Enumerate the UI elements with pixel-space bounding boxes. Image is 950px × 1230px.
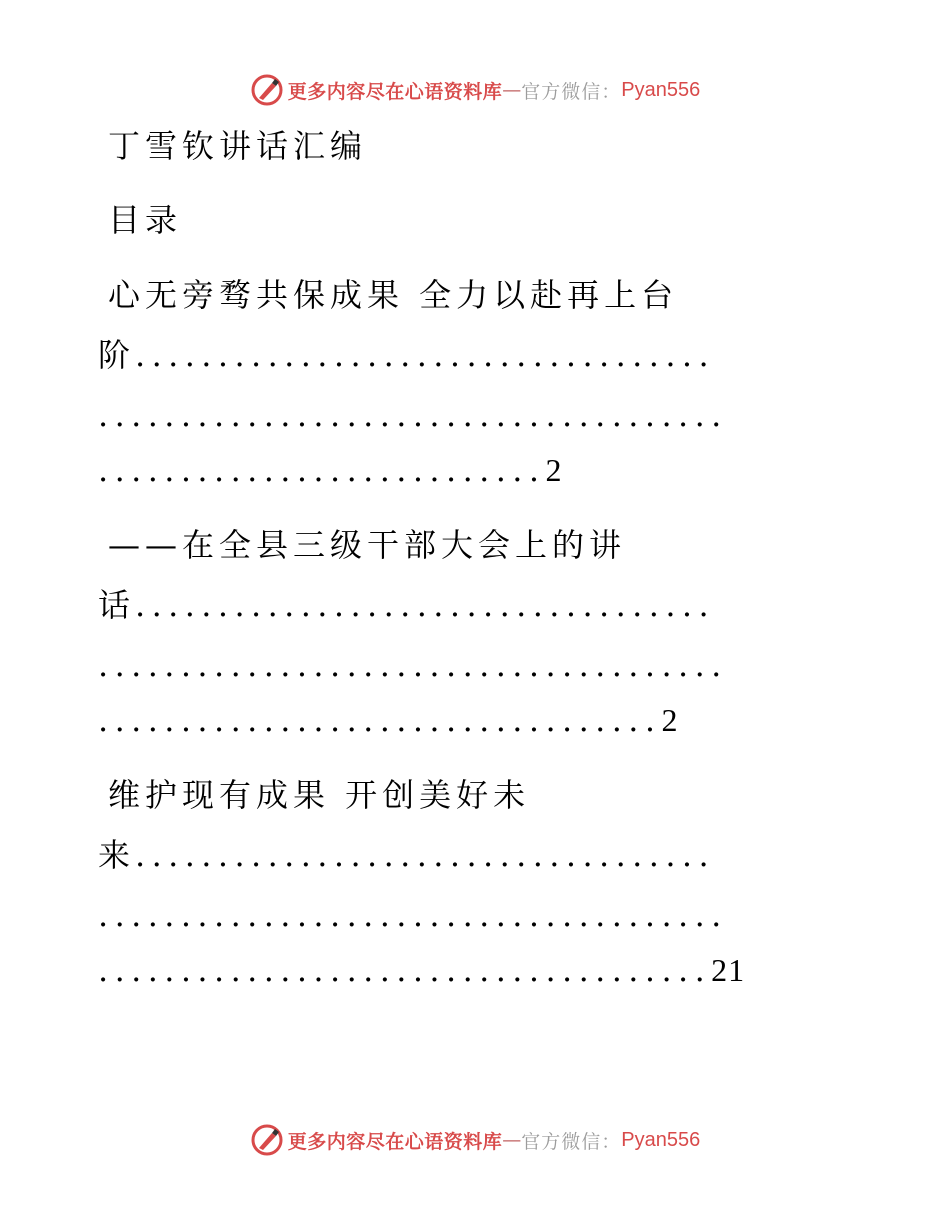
toc-entry-3-page-row — [98, 945, 858, 995]
toc-entry-3-tail: 来 — [98, 836, 136, 874]
banner-dash: — — [502, 1129, 522, 1151]
dot-leader-row — [98, 640, 858, 690]
toc-entry-1-page: 2 — [545, 452, 563, 488]
document-title: 丁雪钦讲话汇编 — [108, 127, 368, 165]
header-banner — [0, 70, 950, 110]
banner-dash: — — [502, 79, 522, 101]
toc-entry-2-title: ——在全县三级干部大会上的讲 — [108, 526, 627, 564]
toc-entry-1-page-row — [98, 445, 858, 495]
toc-entry-1-tail-row — [98, 330, 858, 380]
footer-banner — [0, 1120, 950, 1160]
toc-entry-3-title: 维护现有成果 开创美好未 — [108, 776, 531, 814]
banner-sub-text: 官方微信： — [521, 80, 622, 103]
pen-seal-icon — [250, 1123, 284, 1157]
toc-entry-2-page: 2 — [661, 702, 679, 738]
toc-entry-3-page: 21 — [711, 952, 746, 988]
banner-wechat-id: Pyan556 — [621, 1128, 701, 1151]
dot-leader: ...................................... — [98, 896, 728, 934]
dot-leader: ..................................... — [98, 951, 712, 989]
toc-entry-2-page-row — [98, 695, 858, 745]
dot-leader-row — [98, 890, 858, 940]
toc-heading: 目录 — [108, 201, 183, 239]
dot-leader: ................................... — [135, 586, 716, 624]
banner-main-text: 更多内容尽在心语资料库 — [287, 80, 503, 103]
toc-entry-1-title: 心无旁骛共保成果 全力以赴再上台 — [108, 276, 679, 314]
banner-main-text: 更多内容尽在心语资料库 — [287, 1130, 503, 1153]
dot-leader: ...................................... — [98, 396, 728, 434]
dot-leader: ...................................... — [98, 646, 728, 684]
toc-entry-1-tail: 阶 — [98, 336, 136, 374]
banner-sub-text: 官方微信： — [521, 1130, 622, 1153]
banner-wechat-id: Pyan556 — [621, 78, 701, 101]
dot-leader: ................................... — [135, 836, 716, 874]
dot-leader: ................................... — [135, 336, 716, 374]
dot-leader: .................................. — [98, 701, 662, 739]
dot-leader-row — [98, 390, 858, 440]
pen-seal-icon — [250, 73, 284, 107]
toc-entry-2-tail: 话 — [98, 586, 136, 624]
dot-leader: ........................... — [98, 451, 546, 489]
toc-entry-2-tail-row — [98, 580, 858, 630]
toc-entry-3-tail-row — [98, 830, 858, 880]
